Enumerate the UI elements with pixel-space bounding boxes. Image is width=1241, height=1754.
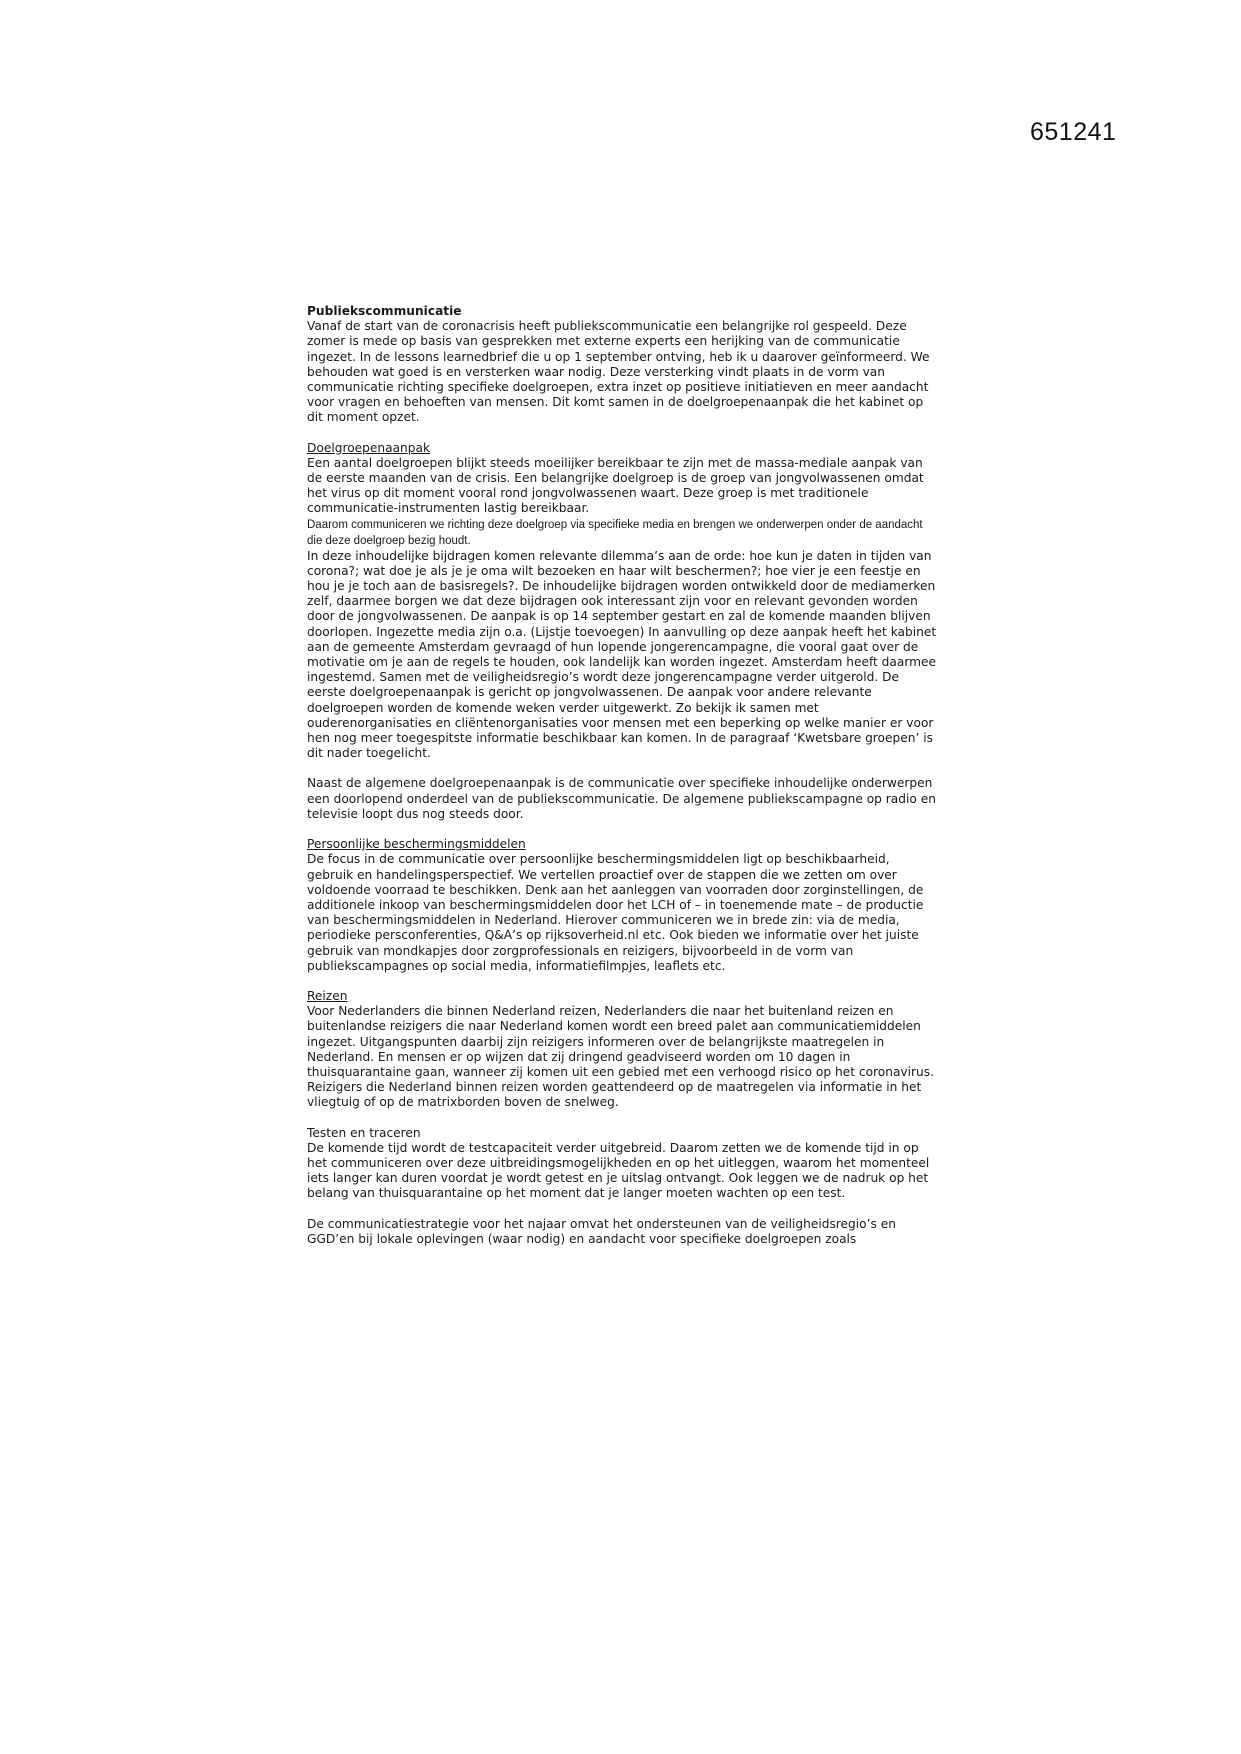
paragraph: De focus in de communicatie over persoonlijke beschermingsmiddelen ligt op beschikbaarheid, gebruik en handelingsperspectief. We vertellen proactief over de stappen die we zetten om over voldoende voorraad te beschikken. Denk aan het aanleggen van voorraden door zorginstellingen, de additionele inkoop van beschermingsmiddelen door het LCH of – in toenemende mate – de productie van beschermingsmiddelen in Nederland. Hierover communiceren we in brede zin: via de media, periodieke persconferenties, Q&A’s op rijksoverheid.nl etc. Ook bieden we informatie over het juiste gebruik van mondkapjes door zorgprofessionals en reizigers, bijvoorbeeld in de vorm van publiekscampagnes op social media, informatiefilmpjes, leaflets etc. [307, 852, 924, 973]
document-body [307, 304, 937, 1262]
paragraph: De communicatiestrategie voor het najaar omvat het ondersteunen van de veiligheidsregio’s en GGD’en bij lokale oplevingen (waar nodig) en aandacht voor specifieke doelgroepen zoals [307, 1216, 896, 1246]
section-communicatiestrategie [307, 1217, 937, 1247]
paragraph: Daarom communiceren we richting deze doelgroep via specifieke media en brengen we onderwerpen onder de aandacht die deze doelgroep bezig houdt. [307, 518, 923, 547]
section-publiekscommunicatie [307, 304, 937, 426]
paragraph: Voor Nederlanders die binnen Nederland reizen, Nederlanders die naar het buitenland reizen en buitenlandse reizigers die naar Nederland komen wordt een breed palet aan communicatiemiddelen ingezet. Uitgangspunten daarbij zijn reizigers informeren over de belangrijkste maatregelen in Nederland. En mensen er op wijzen dat zij dringend geadviseerd worden om 10 dagen in thuisquarantaine gaan, wanneer zij komen uit een gebied met een verhoogd risico op het coronavirus. Reizigers die Nederland binnen reizen worden geattendeerd op de maatregelen via informatie in het vliegtuig of op de matrixborden boven de snelweg. [307, 1004, 934, 1110]
paragraph: In deze inhoudelijke bijdragen komen relevante dilemma’s aan de orde: hoe kun je daten in tijden van corona?; wat doe je als je je oma wilt bezoeken en haar wilt beschermen?; hoe vier je een feestje en hou je je toch aan de basisregels?. De inhoudelijke bijdragen worden ontwikkeld door de mediamerken zelf, daarmee borgen we dat deze bijdragen ook interessant zijn voor en relevant gevonden worden door de jongvolwassenen. De aanpak is op 14 september gestart en zal de komende maanden blijven doorlopen. Ingezette media zijn o.a. (Lijstje toevoegen) In aanvulling op deze aanpak heeft het kabinet aan de gemeente Amsterdam gevraagd of hun lopende jongerencampagne, die vooral gaat over de motivatie om je aan de regels te houden, ook landelijk kan worden ingezet. Amsterdam heeft daarmee ingestemd. Samen met de veiligheidsregio’s wordt deze jongerencampagne verder uitgerold. De eerste doelgroepenaanpak is gericht op jongvolwassenen. De aanpak voor andere relevante doelgroepen worden de komende weken verder uitgewerkt. Zo bekijk ik samen met ouderenorganisaties en cliëntenorganisaties voor mensen met een beperking op welke manier er voor hen nog meer toegespitste informatie beschikbaar kan komen. In de paragraaf ‘Kwetsbare groepen’ is dit nader toegelicht. [307, 548, 937, 761]
paragraph: Vanaf de start van de coronacrisis heeft publiekscommunicatie een belangrijke rol gespeeld. Deze zomer is mede op basis van gesprekken met externe experts een herijking van de communicatie ingezet. In de lessons learnedbrief die u op 1 september ontving, heb ik u daarover geïnformeerd. We behouden wat goed is en versterken waar nodig. Deze versterking vindt plaats in de vorm van communicatie richting specifieke doelgroepen, extra inzet op positieve initiatieven en meer aandacht voor vragen en behoeften van mensen. Dit komt samen in de doelgroepenaanpak die het kabinet op dit moment opzet. [307, 319, 930, 425]
paragraph: Een aantal doelgroepen blijkt steeds moeilijker bereikbaar te zijn met de massa-mediale aanpak van de eerste maanden van de crisis. Een belangrijke doelgroep is de groep van jongvolwassenen omdat het virus op dit moment vooral rond jongvolwassenen waart. Deze groep is met traditionele communicatie-instrumenten lastig bereikbaar. [307, 455, 924, 516]
section-algemene-doelgroepenaanpak [307, 776, 937, 822]
section-reizen [307, 989, 937, 1111]
section-heading: Reizen [307, 988, 348, 1003]
section-heading: Publiekscommunicatie [307, 304, 462, 318]
paragraph: Naast de algemene doelgroepenaanpak is de communicatie over specifieke inhoudelijke onderwerpen een doorlopend onderdeel van de publiekscommunicatie. De algemene publiekscampagne op radio en televisie loopt dus nog steeds door. [307, 776, 936, 821]
section-heading: Persoonlijke beschermingsmiddelen [307, 837, 526, 852]
section-persoonlijke-beschermingsmiddelen [307, 837, 937, 974]
document-number: 651241 [1030, 118, 1117, 146]
paragraph: De komende tijd wordt de testcapaciteit verder uitgebreid. Daarom zetten we de komende tijd in op het communiceren over deze uitbreidingsmogelijkheden en op het uitleggen, waarom het momenteel iets langer kan duren voordat je wordt getest en je uitslag ontvangt. Ook leggen we de nadruk op het belang van thuisquarantaine op het moment dat je langer moeten wachten op een test. [307, 1140, 930, 1201]
section-heading: Testen en traceren [307, 1125, 421, 1140]
section-doelgroepenaanpak [307, 441, 937, 762]
section-testen-en-traceren [307, 1126, 937, 1202]
section-heading: Doelgroepenaanpak [307, 440, 431, 455]
